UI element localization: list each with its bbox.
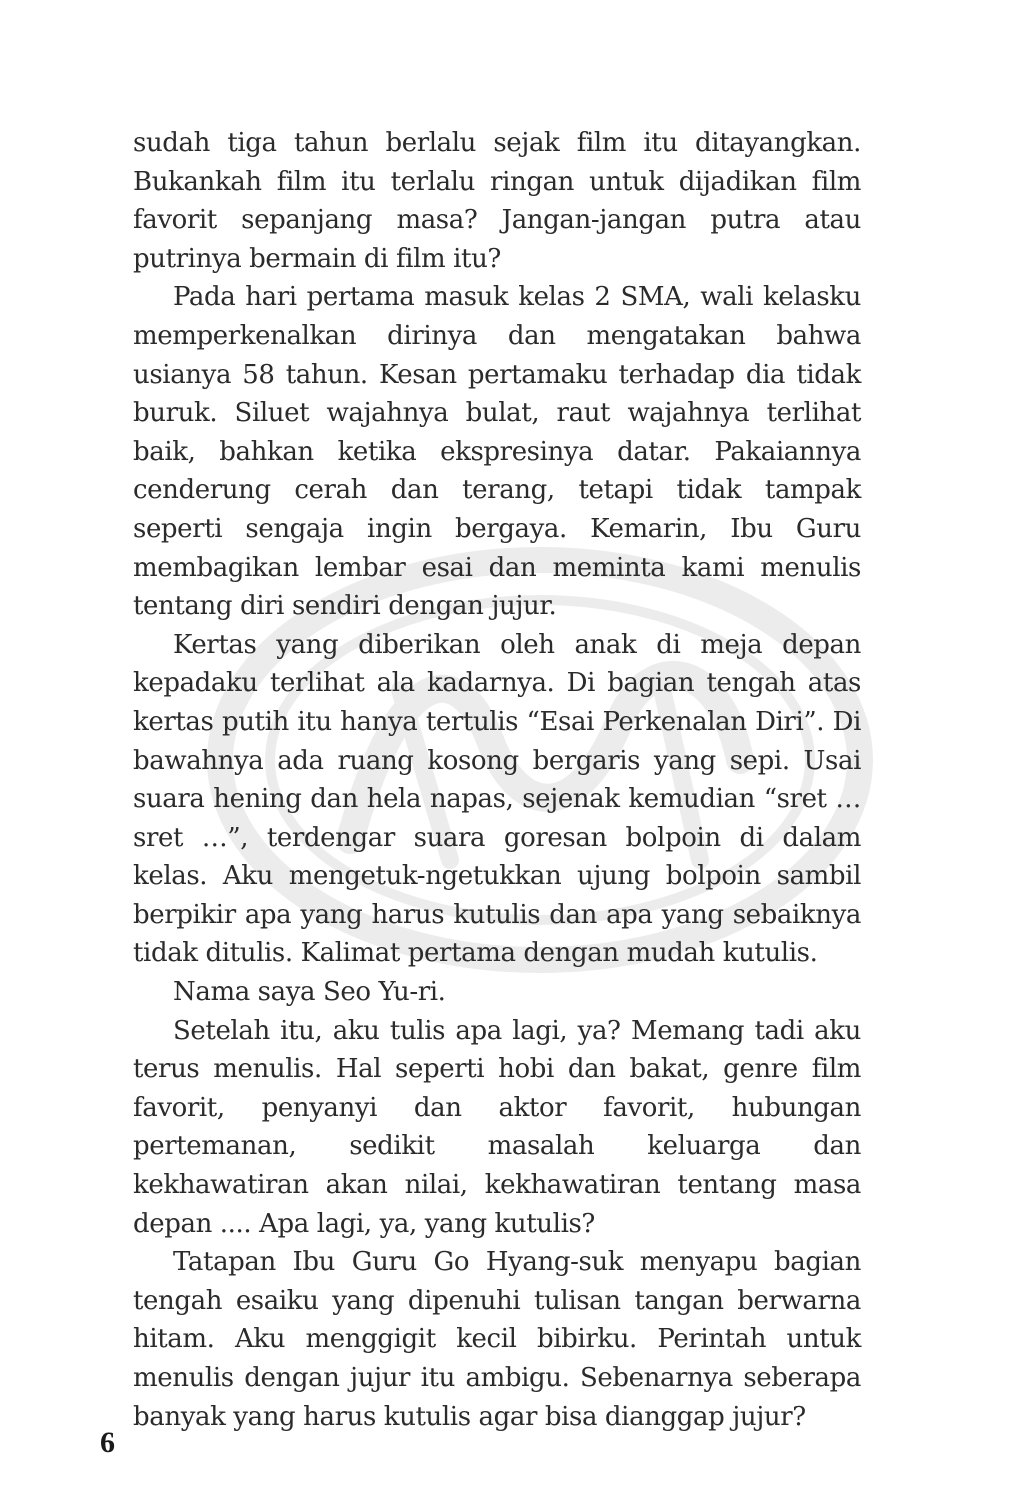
paragraph: Nama saya Seo Yu-ri. bbox=[173, 977, 446, 1008]
page-number: 6 bbox=[100, 1426, 115, 1459]
paragraph: sudah tiga tahun berlalu sejak film itu ditayangkan. Bukankah film itu terlalu ringan untuk dijadikan film favorit sepanjang masa? Jangan-jangan putra atau putrinya bermain di film itu? bbox=[133, 128, 861, 274]
body-text bbox=[133, 124, 861, 1436]
paragraph: Tatapan Ibu Guru Go Hyang-suk menyapu bagian tengah esaiku yang dipenuhi tulisan tangan berwarna hitam. Aku menggigit kecil bibirku. Perintah untuk menulis dengan jujur itu ambigu. Sebenarnya seberapa banyak yang harus kutulis agar bisa dianggap jujur? bbox=[133, 1247, 861, 1432]
paragraph: Setelah itu, aku tulis apa lagi, ya? Memang tadi aku terus menulis. Hal seperti hobi dan bakat, genre film favorit, penyanyi dan aktor favorit, hubungan pertemanan, sedikit masalah keluarga dan kekhawatiran akan nilai, kekhawatiran tentang masa depan .... Apa lagi, ya, yang kutulis? bbox=[133, 1015, 861, 1239]
paragraph: Pada hari pertama masuk kelas 2 SMA, wali kelasku memperkenalkan dirinya dan mengatakan bahwa usianya 58 tahun. Kesan pertamaku terhadap dia tidak buruk. Siluet wajahnya bulat, raut wajahnya terlihat baik, bahkan ketika ekspresinya datar. Pakaiannya cenderung cerah dan terang, tetapi tidak tampak seperti sengaja ingin bergaya. Kemarin, Ibu Guru membagikan lembar esai dan meminta kami menulis tentang diri sendiri dengan jujur. bbox=[133, 282, 861, 622]
paragraph: Kertas yang diberikan oleh anak di meja depan kepadaku terlihat ala kadarnya. Di bagian tengah atas kertas putih itu hanya tertulis “Esai Perkenalan Diri”. Di bawahnya ada ruang kosong bergaris yang sepi. Usai suara hening dan hela napas, sejenak kemudian “sret … sret …”, terdengar suara goresan bolpoin di dalam kelas. Aku mengetuk-ngetukkan ujung bolpoin sambil berpikir apa yang harus kutulis dan apa yang sebaiknya tidak ditulis. Kalimat pertama dengan mudah kutulis. bbox=[133, 629, 861, 969]
